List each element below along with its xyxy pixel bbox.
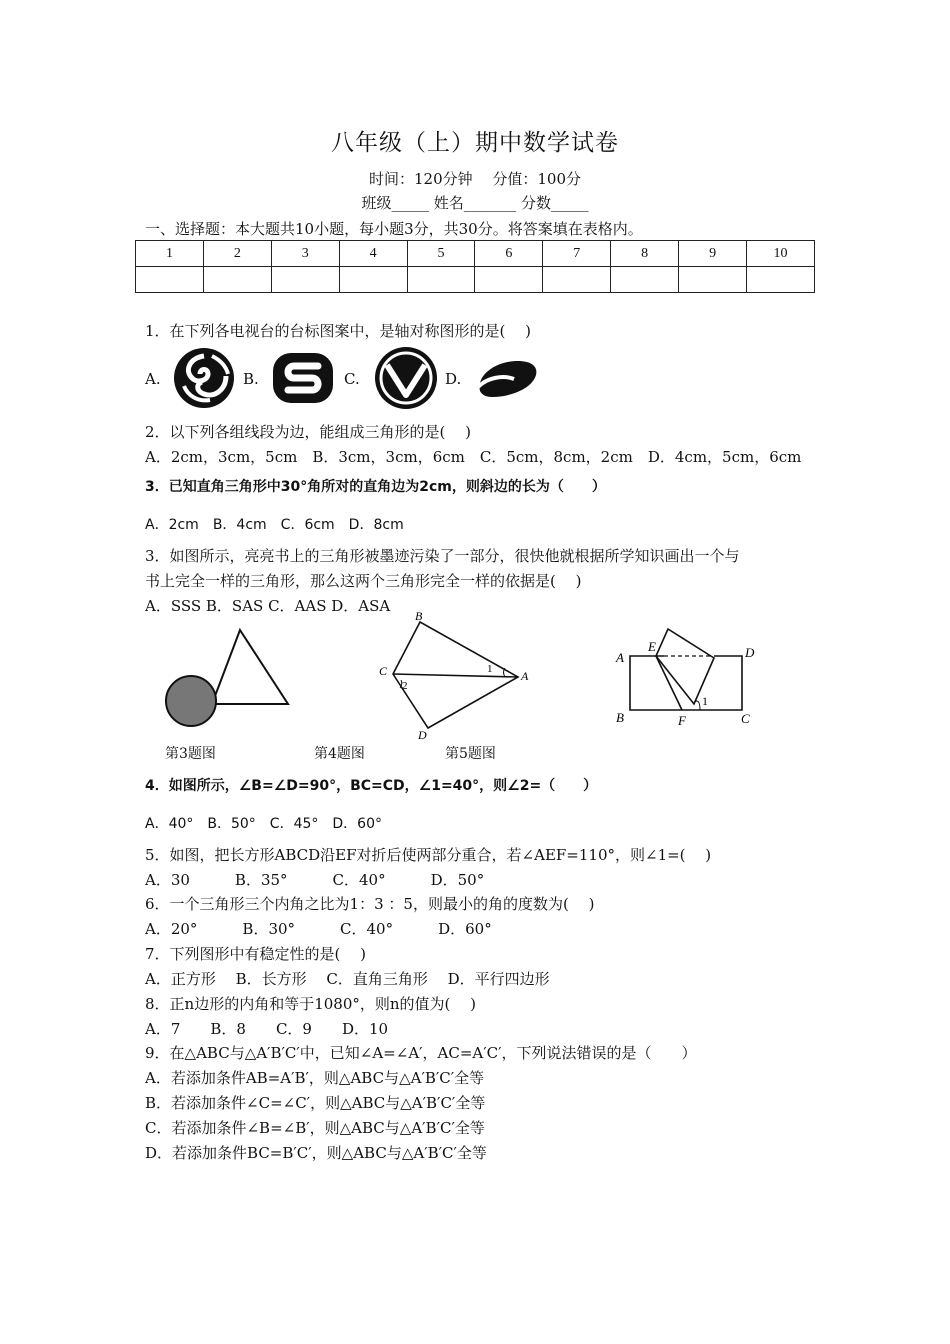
q4-options: A．40° B．50° C．45° D．60° xyxy=(145,816,382,832)
answer-cell[interactable] xyxy=(407,267,475,293)
section-heading: 一、选择题：本大题共10小题，每小题3分，共30分。将答案填在表格内。 xyxy=(145,220,643,238)
q6-stem: 6．一个三角形三个内角之比为1：3 ：5，则最小的角的度数为( ) xyxy=(145,895,595,913)
exam-time-score: 时间：120分钟 分值：100分 xyxy=(368,170,582,188)
figure-3-triangle-inkblot xyxy=(160,622,295,732)
answer-col-4: 4 xyxy=(339,241,407,267)
answer-cell[interactable] xyxy=(543,267,611,293)
figure-4-kite-diagram xyxy=(375,610,535,742)
q7-stem: 7．下列图形中有稳定性的是( ) xyxy=(145,945,367,963)
figure-5-caption: 第5题图 xyxy=(445,746,496,762)
answer-cell[interactable] xyxy=(136,267,204,293)
fig5-label-f: F xyxy=(678,713,686,728)
answer-cell[interactable] xyxy=(475,267,543,293)
fig5-label-a: A xyxy=(616,650,624,665)
answer-col-9: 9 xyxy=(679,241,747,267)
answer-cell[interactable] xyxy=(747,267,815,293)
fig4-label-c: C xyxy=(379,664,388,678)
answer-col-6: 6 xyxy=(475,241,543,267)
fig5-label-b: B xyxy=(616,710,624,725)
figure-5-folded-rectangle xyxy=(612,626,762,730)
answer-table-blank-row xyxy=(136,267,815,293)
answer-cell[interactable] xyxy=(679,267,747,293)
answer-col-3: 3 xyxy=(271,241,339,267)
answer-cell[interactable] xyxy=(271,267,339,293)
q9-option-c: C．若添加条件∠B=∠B′，则△ABC与△A′B′C′全等 xyxy=(145,1119,485,1137)
answer-col-1: 1 xyxy=(136,241,204,267)
q3b-options: A．SSS B．SAS C．AAS D．ASA xyxy=(145,597,391,615)
fig5-label-c: C xyxy=(741,711,750,726)
tv-logo-c-v-circle-icon xyxy=(373,345,439,411)
answer-col-5: 5 xyxy=(407,241,475,267)
q4-stem: 4．如图所示，∠B=∠D=90°，BC=CD，∠1=40°，则∠2=（ ） xyxy=(145,778,598,794)
answer-col-8: 8 xyxy=(611,241,679,267)
q2-stem: 2．以下列各组线段为边，能组成三角形的是( ) xyxy=(145,423,472,441)
fig4-label-a: A xyxy=(521,669,529,683)
q8-stem: 8．正n边形的内角和等于1080°，则n的值为( ) xyxy=(145,995,477,1013)
q3b-stem-line1: 3．如图所示，亮亮书上的三角形被墨迹污染了一部分，很快他就根据所学知识画出一个与 xyxy=(145,547,740,565)
q1-option-b-label: B. xyxy=(243,370,259,388)
q9-option-a: A．若添加条件AB=A′B′，则△ABC与△A′B′C′全等 xyxy=(145,1069,485,1087)
q6-options: A．20° B．30° C．40° D．60° xyxy=(145,920,492,938)
q5-options: A．30 B．35° C．40° D．50° xyxy=(145,871,485,889)
figure-4-caption: 第4题图 xyxy=(314,746,365,762)
answer-table-header-row xyxy=(136,241,815,267)
q1-option-a-label: A. xyxy=(145,370,161,388)
fig4-label-b: B xyxy=(415,610,423,623)
fig4-angle-2: 2 xyxy=(402,680,408,692)
answer-col-2: 2 xyxy=(203,241,271,267)
student-info-line: 班级_____ 姓名_______ 分数_____ xyxy=(361,194,589,212)
answer-cell[interactable] xyxy=(203,267,271,293)
fig5-label-e: E xyxy=(648,639,656,654)
fig4-angle-1: 1 xyxy=(487,663,493,675)
q3a-options: A．2cm B．4cm C．6cm D．8cm xyxy=(145,517,404,533)
q1-option-c-label: C. xyxy=(344,370,360,388)
page-title: 八年级（上）期中数学试卷 xyxy=(331,130,619,156)
q7-options: A．正方形 B．长方形 C．直角三角形 D．平行四边形 xyxy=(145,970,550,988)
q5-stem: 5．如图，把长方形ABCD沿EF对折后使两部分重合，若∠AEF=110°，则∠1=( ) xyxy=(145,846,712,864)
q9-option-d: D．若添加条件BC=B′C′，则△ABC与△A′B′C′全等 xyxy=(145,1144,487,1162)
q9-stem: 9．在△ABC与△A′B′C′中，已知∠A=∠A′，AC=A′C′，下列说法错误的是（ ） xyxy=(145,1044,697,1062)
fig4-label-d: D xyxy=(418,728,427,742)
figure-3-caption: 第3题图 xyxy=(165,746,216,762)
fig5-angle-1: 1 xyxy=(702,694,708,708)
q3b-stem-line2: 书上完全一样的三角形，那么这两个三角形完全一样的依据是( ) xyxy=(145,572,582,590)
tv-logo-b-s-shape-icon xyxy=(272,352,334,404)
q3a-stem: 3．已知直角三角形中30°角所对的直角边为2cm，则斜边的长为（ ） xyxy=(145,479,606,495)
answer-cell[interactable] xyxy=(611,267,679,293)
fig5-label-d: D xyxy=(745,645,755,660)
answer-table xyxy=(135,240,815,293)
q2-options: A．2cm，3cm，5cm B．3cm，3cm，6cm C．5cm，8cm，2cm D．4cm，5cm，6cm xyxy=(145,448,802,466)
answer-cell[interactable] xyxy=(339,267,407,293)
q9-option-b: B．若添加条件∠C=∠C′，则△ABC与△A′B′C′全等 xyxy=(145,1094,486,1112)
answer-col-10: 10 xyxy=(747,241,815,267)
q1-stem: 1．在下列各电视台的台标图案中，是轴对称图形的是( ) xyxy=(145,322,532,340)
answer-col-7: 7 xyxy=(543,241,611,267)
tv-logo-a-swirl-icon xyxy=(172,346,236,410)
q1-option-d-label: D. xyxy=(445,370,462,388)
tv-logo-d-leaf-icon xyxy=(474,357,540,399)
q8-options: A．7 B．8 C．9 D．10 xyxy=(145,1020,389,1038)
